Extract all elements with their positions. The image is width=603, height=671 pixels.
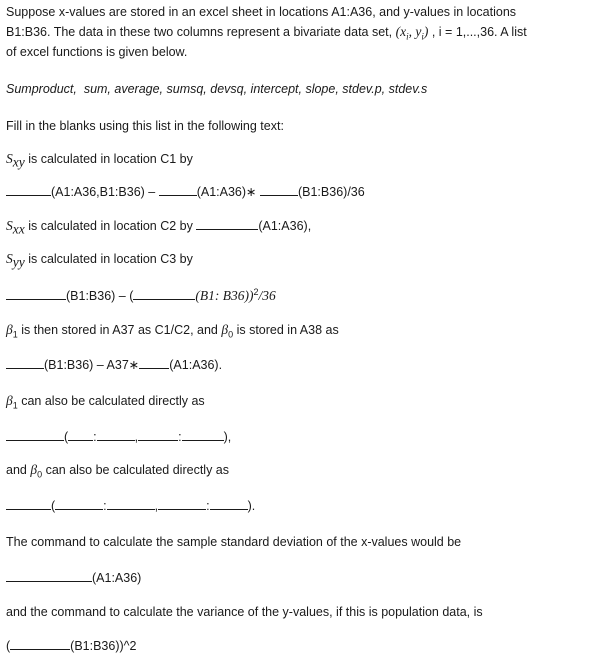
blank[interactable]	[159, 184, 197, 196]
beta0-formula: (B1:B36) – A37∗ (A1:A36).	[6, 357, 222, 373]
blank[interactable]	[6, 429, 64, 441]
sxy-formula: (A1:A36,B1:B36) – (A1:A36)∗ (B1:B36)/36	[6, 184, 365, 200]
beta1-blanks: ( : , : ),	[6, 429, 231, 445]
stdev-formula: (A1:A36)	[6, 570, 141, 586]
blank[interactable]	[139, 357, 169, 369]
blank[interactable]	[6, 184, 51, 196]
variance-formula: ( (B1:B36))^2	[6, 639, 137, 653]
blank[interactable]	[55, 498, 103, 510]
blank[interactable]	[6, 570, 92, 582]
functions-list: Sumproduct, sum, average, sumsq, devsq, intercept, slope, stdev.p, stdev.s	[6, 82, 428, 96]
blank[interactable]	[97, 429, 135, 441]
stdev-text: The command to calculate the sample standard deviation of the x-values would be	[6, 535, 462, 549]
blank[interactable]	[260, 184, 298, 196]
sxy-heading: $S_{xy}$ is calculated in location C1 by	[6, 151, 193, 170]
blank[interactable]	[210, 498, 248, 510]
blank[interactable]	[182, 429, 224, 441]
blank[interactable]	[6, 288, 66, 300]
variance-text: and the command to calculate the variance of the y-values, if this is population data, is	[6, 605, 483, 619]
beta0-blanks: ( : , : ).	[6, 498, 255, 514]
intro-line-1: Suppose x-values are stored in an excel sheet in locations A1:A36, and y-values in locations	[6, 5, 517, 19]
intro-line-3: of excel functions is given below.	[6, 45, 188, 59]
syy-heading: $S_{yy}$ is calculated in location C3 by	[6, 251, 193, 270]
blank[interactable]	[133, 288, 195, 300]
intro-line-2: B1:B36. The data in these two columns represent a bivariate data set, ($x_i$, $y_i$) , i = 1,...,36. A list	[6, 24, 527, 42]
blank[interactable]	[107, 498, 155, 510]
blank[interactable]	[6, 357, 44, 369]
blank[interactable]	[158, 498, 206, 510]
blank[interactable]	[138, 429, 178, 441]
blank[interactable]	[68, 429, 93, 441]
blank[interactable]	[6, 498, 51, 510]
instruction: Fill in the blanks using this list in the following text:	[6, 119, 284, 133]
blank[interactable]	[10, 638, 70, 650]
beta1-store-line: $\beta_1$ is then stored in A37 as C1/C2, and $\beta_0$ is stored in A38 as	[6, 322, 339, 340]
syy-formula: (B1:B36) – ( (B1: B36))$^2$/36	[6, 288, 276, 304]
beta1-direct-line: $\beta_1$ can also be calculated directly as	[6, 393, 205, 411]
blank[interactable]	[196, 218, 258, 230]
beta0-direct-line: and $\beta_0$ can also be calculated directly as	[6, 462, 230, 480]
sxx-line: $S_{xx}$ is calculated in location C2 by (A1:A36),	[6, 218, 312, 237]
